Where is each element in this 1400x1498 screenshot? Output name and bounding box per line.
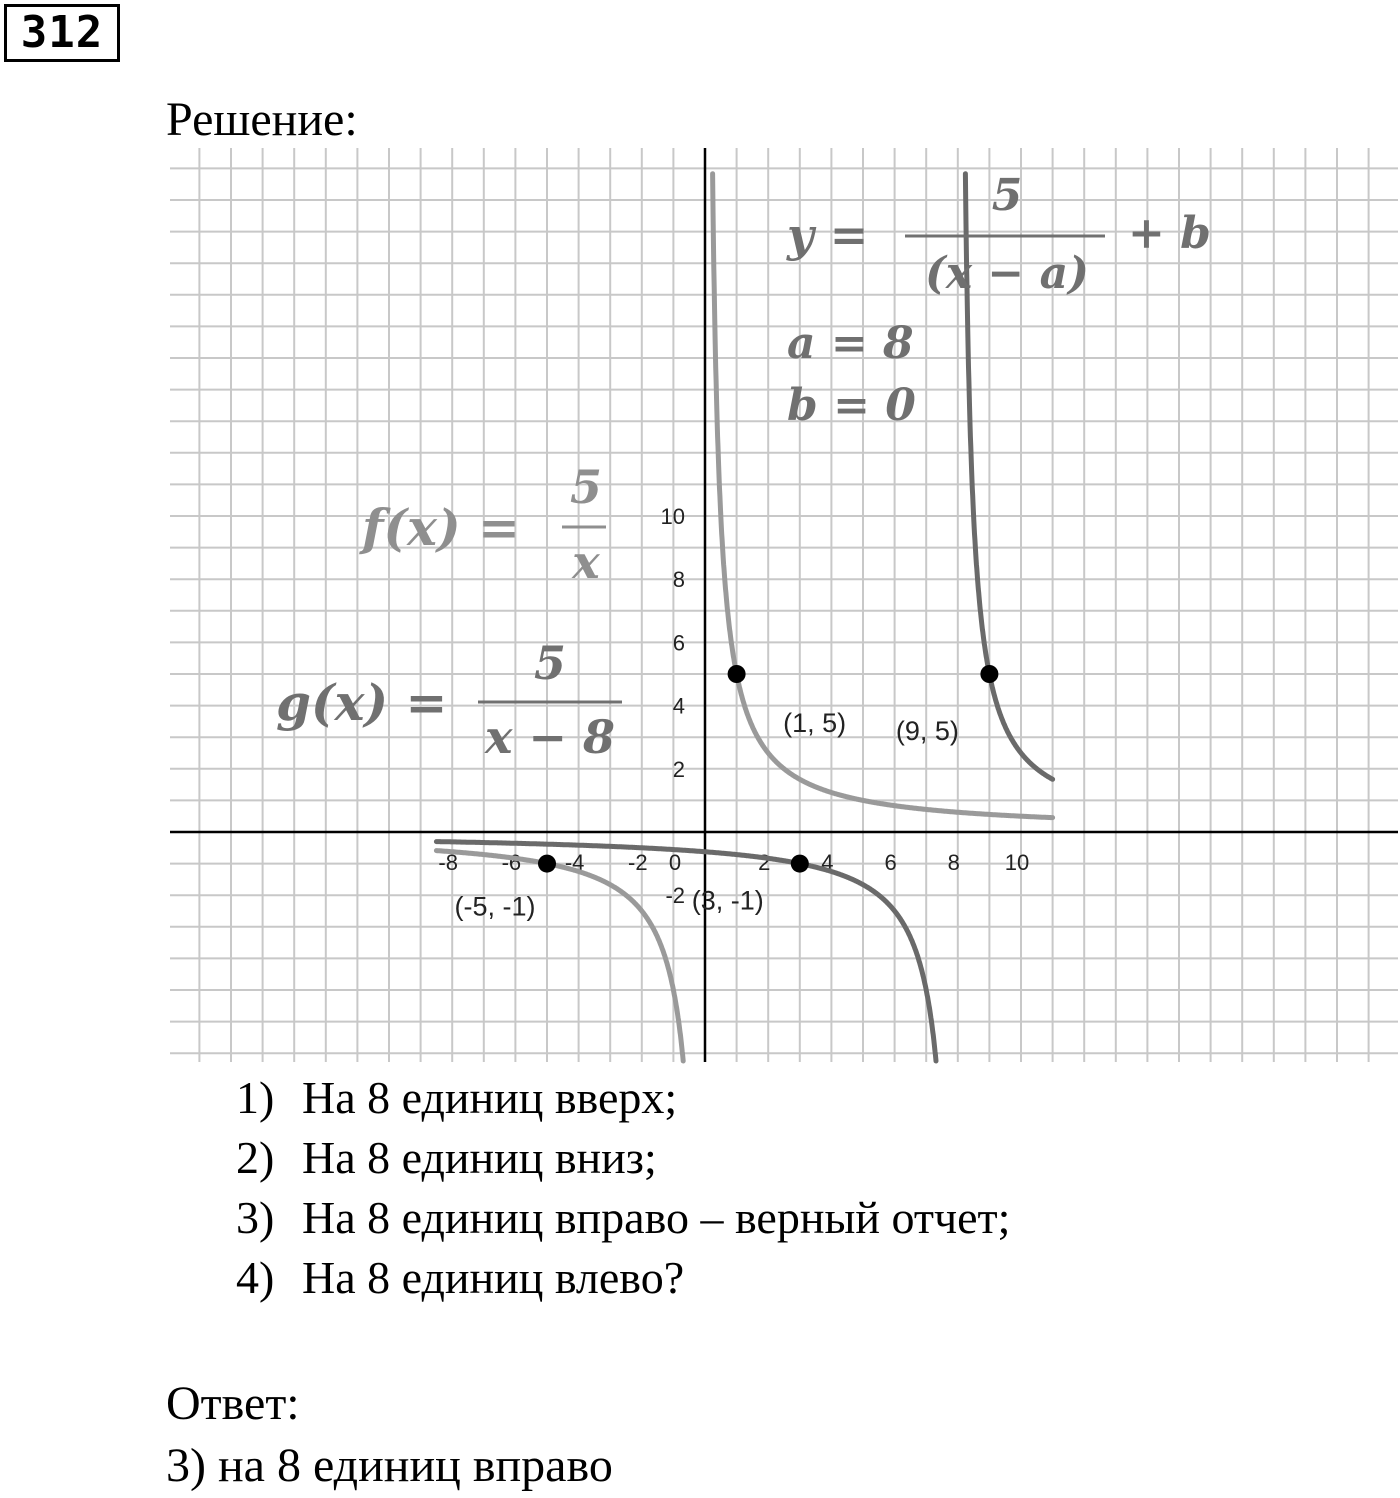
y-tick-label: 10 <box>660 504 685 529</box>
general-formula-numerator: 5 <box>991 170 1023 221</box>
point-label: (3, -1) <box>691 885 764 916</box>
y-tick-label: -2 <box>665 883 685 909</box>
problem-number: 312 <box>4 4 120 62</box>
formula-g-lhs: g(x) = <box>276 673 448 732</box>
formula-f <box>359 460 606 589</box>
option-2-text: На 8 единиц вниз; <box>302 1132 657 1183</box>
point-marker <box>980 665 998 683</box>
answer-options <box>236 1068 1010 1308</box>
option-1-text: На 8 единиц вверх; <box>302 1072 678 1123</box>
x-tick-label: 2 <box>758 850 771 875</box>
formula-f-denominator: x <box>572 535 600 589</box>
x-tick-label: -8 <box>438 850 458 875</box>
point-marker <box>538 855 556 873</box>
option-4-number: 4) <box>236 1252 275 1303</box>
formula-g-numerator: 5 <box>533 636 567 690</box>
point-marker <box>791 855 809 873</box>
answer-label: Ответ: <box>166 1377 300 1430</box>
y-tick-label: 4 <box>672 693 685 719</box>
general-formula-lhs: y = <box>787 208 869 262</box>
option-1-number: 1) <box>236 1072 275 1123</box>
axes <box>170 148 1398 1062</box>
point-label: (1, 5) <box>783 708 847 738</box>
option-3-number: 3) <box>236 1192 275 1243</box>
solution-heading: Решение: <box>166 93 358 146</box>
general-formula-denominator: (x − a) <box>925 248 1089 299</box>
formula-f-numerator: 5 <box>569 460 603 514</box>
option-2-number: 2) <box>236 1132 275 1183</box>
y-tick-label: 6 <box>672 630 685 656</box>
answer-text: 3) на 8 единиц вправо <box>166 1439 613 1492</box>
option-2 <box>236 1128 1010 1188</box>
x-tick-label: 0 <box>668 850 682 875</box>
formula-f-lhs: f(x) = <box>362 498 520 557</box>
grid-lines <box>170 148 1398 1062</box>
y-tick-label: 2 <box>672 756 685 782</box>
point-label: (-5, -1) <box>454 891 536 922</box>
option-4 <box>236 1248 1010 1308</box>
param-a: a = 8 <box>787 318 914 369</box>
x-tick-label: 6 <box>884 850 897 875</box>
x-tick-label: 4 <box>821 850 834 875</box>
point-label: (9, 5) <box>895 716 959 746</box>
formula-g-denominator: x − 8 <box>484 710 616 764</box>
point-marker <box>728 665 746 683</box>
option-3 <box>236 1188 1010 1248</box>
x-tick-label: -6 <box>501 850 522 875</box>
x-tick-label: -4 <box>564 850 585 875</box>
option-3-text: На 8 единиц вправо – верный отчет; <box>302 1192 1011 1243</box>
curves <box>436 174 1052 1061</box>
x-tick-label: 8 <box>947 850 960 875</box>
option-1 <box>236 1068 1010 1128</box>
x-tick-label: -2 <box>628 850 648 875</box>
general-formula-tail: + b <box>1128 208 1211 259</box>
curve-f-left-branch <box>436 851 683 1061</box>
y-tick-label: 8 <box>672 567 685 593</box>
formula-g <box>276 636 622 764</box>
option-4-text: На 8 единиц влево? <box>302 1252 685 1303</box>
param-b: b = 0 <box>787 380 916 431</box>
x-tick-label: 10 <box>1004 850 1030 875</box>
